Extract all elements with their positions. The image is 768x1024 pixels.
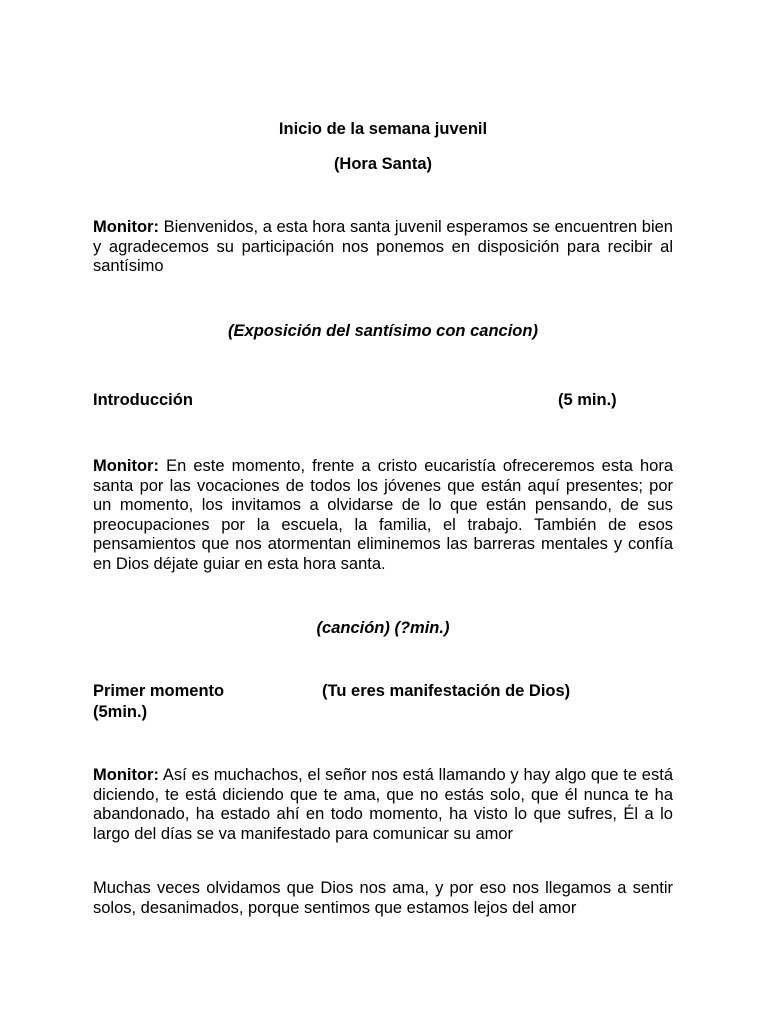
intro-monitor-text: En este momento, frente a cristo eucaristía ofreceremos esta hora santa por las vocaciones de todos los jóvenes que están aquí presentes; por un momento, los invitamos a olvidarse de lo que están pensando, de sus preocupaciones por la escuela, la familia, el trabajo. También de esos pensamientos que nos atormentan eliminemos las barreras mentales y confía en Dios déjate guiar en esta hora santa.	[93, 457, 673, 573]
song-heading: (canción) (?min.)	[316, 619, 450, 637]
introduction-time: (5 min.)	[558, 391, 617, 409]
first-moment-time: (5min.)	[93, 703, 148, 721]
introduction-heading: Introducción	[93, 391, 193, 409]
closing-paragraph: Muchas veces olvidamos que Dios nos ama, y por eso nos llegamos a sentir solos, desanimados, porque sentimos que estamos lejos del amor	[93, 879, 673, 917]
monitor-label: Monitor:	[93, 766, 159, 784]
first-monitor-text: Así es muchachos, el señor nos está llamando y hay algo que te está diciendo, te está diciendo que te ama, que no estás solo, que él nunca te ha abandonado, ha estado ahí en todo momento, ha visto lo que sufres, Él a lo largo del días se va manifestado para comunicar su amor	[93, 766, 673, 843]
first-moment-heading: Primer momento	[93, 682, 225, 700]
first-monitor-paragraph	[93, 766, 673, 844]
monitor-label: Monitor:	[93, 218, 159, 236]
document-title: Inicio de la semana juvenil	[278, 120, 488, 138]
first-moment-subtitle: (Tu eres manifestación de Dios)	[322, 682, 571, 700]
intro-monitor-paragraph	[93, 457, 673, 574]
document-subtitle: (Hora Santa)	[333, 155, 433, 173]
monitor-label: Monitor:	[93, 457, 159, 475]
welcome-paragraph	[93, 218, 673, 277]
exposition-heading: (Exposición del santísimo con cancion)	[228, 322, 538, 340]
welcome-text: Bienvenidos, a esta hora santa juvenil esperamos se encuentren bien y agradecemos su participación nos ponemos en disposición para recibir al santísimo	[93, 218, 673, 275]
